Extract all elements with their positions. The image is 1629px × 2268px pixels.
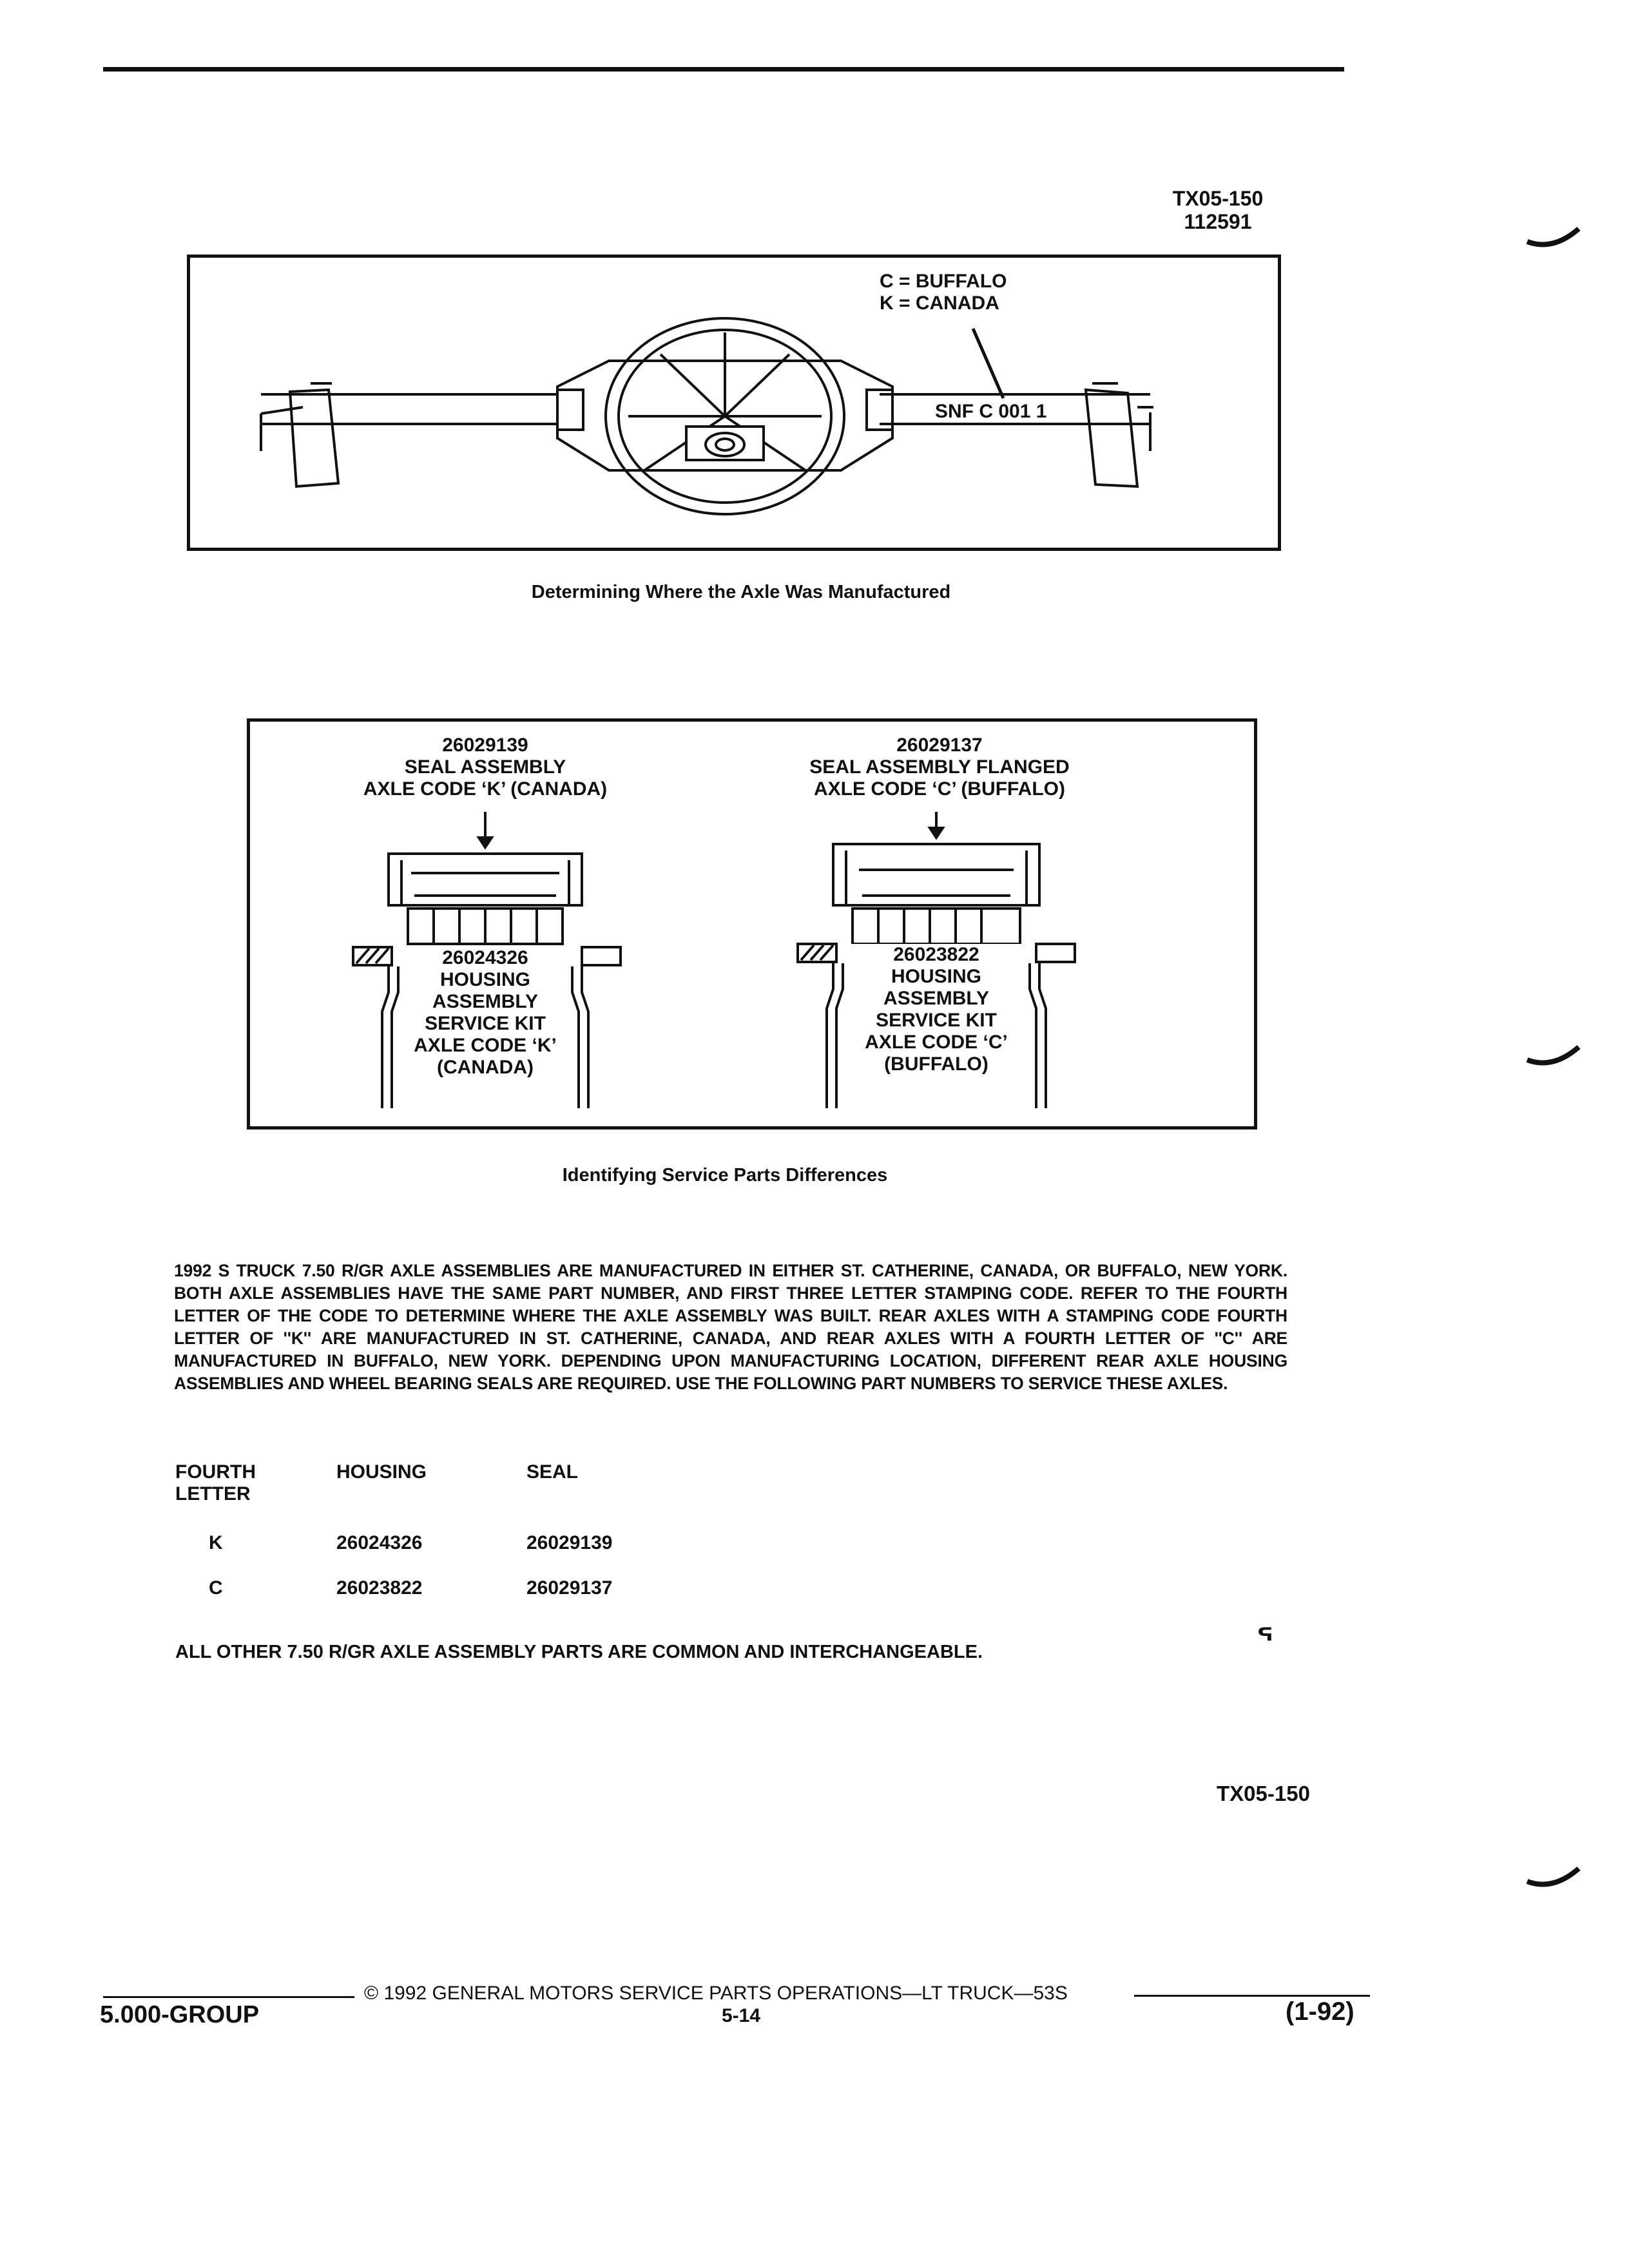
right-housing-code: AXLE CODE ‘C’ <box>865 1032 1008 1053</box>
row-k-letter: K <box>209 1532 223 1553</box>
end-ref-code: TX05-150 <box>1217 1782 1310 1805</box>
right-housing-line-2: HOUSING <box>891 966 981 987</box>
left-housing-line-2: HOUSING <box>439 969 530 990</box>
header-letter-line2: LETTER <box>175 1483 251 1504</box>
right-housing-line-3: ASSEMBLY <box>883 988 989 1009</box>
axle-illustration <box>190 258 1278 548</box>
footer-page-number: 5-14 <box>722 2005 761 2026</box>
table-header-row <box>175 1461 665 1505</box>
stamp-code: SNF C 001 1 <box>931 401 1050 423</box>
row-k-housing: 26024326 <box>336 1532 423 1553</box>
change-mark-icon: ᕐ <box>1257 1622 1273 1659</box>
left-seal-code: AXLE CODE ‘K’ (CANADA) <box>363 778 608 800</box>
right-seal-part-number: 26029137 <box>896 735 983 756</box>
header-housing: HOUSING <box>336 1461 427 1483</box>
binder-mark-icon <box>1524 1041 1582 1073</box>
left-housing-code: AXLE CODE ‘K’ <box>414 1035 557 1056</box>
footer-group: 5.000-GROUP <box>100 2001 260 2028</box>
left-housing-line-3: ASSEMBLY <box>432 991 538 1012</box>
footer-rule-right <box>1134 1995 1370 1997</box>
right-housing-part-number: 26023822 <box>893 944 979 965</box>
closing-statement: ALL OTHER 7.50 R/GR AXLE ASSEMBLY PARTS ARE COMMON AND INTERCHANGEABLE. <box>175 1642 983 1662</box>
table-row <box>175 1554 665 1599</box>
top-rule <box>103 67 1344 72</box>
row-c-housing: 26023822 <box>336 1577 423 1599</box>
left-seal-name: SEAL ASSEMBLY <box>404 756 566 778</box>
left-seal-part-number: 26029139 <box>442 735 528 756</box>
left-housing-line-4: SERVICE KIT <box>425 1013 546 1034</box>
header-letter-line1: FOURTH <box>175 1461 256 1483</box>
right-seal-label <box>804 735 1075 800</box>
legend-canada: K = CANADA <box>880 293 999 314</box>
table-row <box>175 1505 665 1554</box>
right-housing-plant: (BUFFALO) <box>884 1053 988 1075</box>
axle-figure <box>187 255 1281 551</box>
left-housing-plant: (CANADA) <box>437 1057 534 1078</box>
plant-legend <box>880 271 1007 314</box>
left-seal-label <box>363 735 608 800</box>
left-housing-part-number: 26024326 <box>442 947 528 968</box>
right-seal-name: SEAL ASSEMBLY FLANGED <box>809 756 1070 778</box>
header-seal: SEAL <box>526 1461 579 1483</box>
row-c-letter: C <box>209 1577 223 1599</box>
footer-copyright: © 1992 GENERAL MOTORS SERVICE PARTS OPERATIONS—LT TRUCK—53S <box>364 1983 1068 2004</box>
right-seal-code: AXLE CODE ‘C’ (BUFFALO) <box>814 778 1065 800</box>
figure1-caption: Determining Where the Axle Was Manufactured <box>531 582 951 602</box>
row-k-seal: 26029139 <box>526 1532 613 1553</box>
footer-rule-left <box>103 1996 354 1998</box>
legend-buffalo: C = BUFFALO <box>880 271 1007 292</box>
ref-code: TX05-150 <box>1172 187 1264 210</box>
part-number-table <box>175 1461 665 1599</box>
figure-ref <box>1160 187 1276 233</box>
figure2-caption: Identifying Service Parts Differences <box>562 1165 888 1186</box>
service-parts-figure <box>247 718 1257 1129</box>
right-housing-label <box>849 944 1023 1075</box>
right-housing-line-4: SERVICE KIT <box>876 1010 997 1031</box>
header-fourth-letter <box>175 1461 336 1505</box>
date-code: 112591 <box>1184 210 1252 233</box>
footer-revision: (1-92) <box>1286 1997 1354 2026</box>
binder-mark-icon <box>1524 222 1582 255</box>
body-paragraph: 1992 S TRUCK 7.50 R/GR AXLE ASSEMBLIES ARE MANUFACTURED IN EITHER ST. CATHERINE, CANADA, OR BUFFALO, NEW YORK. BOTH AXLE ASSEMBLIES HAVE THE SAME PART NUMBER, AND FIRST THREE LETTER STAMPING CODE. REFER TO THE FOURTH LETTER OF THE CODE TO DETERMINE WHERE THE AXLE ASSEMBLY WAS BUILT. REAR AXLES WITH A STAMPING CODE FOURTH LETTER OF ''K'' ARE MANUFACTURED IN ST. CATHERINE, CANADA, AND REAR AXLES WITH A FOURTH LETTER OF ''C'' ARE MANUFACTURED IN BUFFALO, NEW YORK. DEPENDING UPON MANUFACTURING LOCATION, DIFFERENT REAR AXLE HOUSING ASSEMBLIES AND WHEEL BEARING SEALS ARE REQUIRED. USE THE FOLLOWING PART NUMBERS TO SERVICE THESE AXLES. <box>174 1261 1287 1393</box>
row-c-seal: 26029137 <box>526 1577 613 1599</box>
left-housing-label <box>405 947 566 1079</box>
binder-mark-icon <box>1524 1862 1582 1894</box>
